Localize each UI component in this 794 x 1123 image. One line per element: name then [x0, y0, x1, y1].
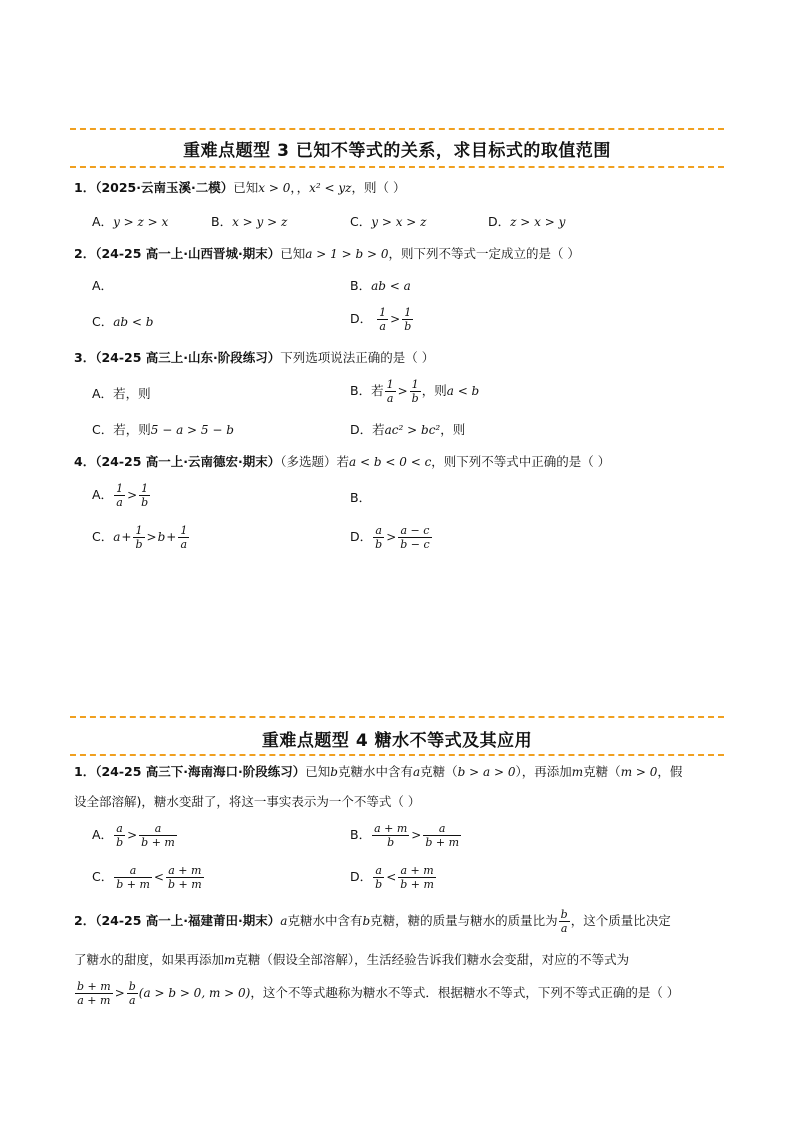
- numerator: a: [114, 822, 125, 836]
- numerator: a + m: [166, 864, 204, 878]
- fraction: [398, 524, 431, 551]
- section-divider-bottom: [70, 754, 724, 756]
- denominator: b: [404, 320, 412, 333]
- fraction: [178, 524, 189, 551]
- option-a[interactable]: [92, 276, 113, 296]
- option-b[interactable]: [350, 488, 371, 508]
- math-var: b: [362, 914, 371, 928]
- relation: >: [390, 312, 401, 326]
- math-var: b: [330, 765, 338, 779]
- math-condition: b > a > 0: [457, 765, 516, 779]
- option-math: ab < a: [371, 279, 411, 293]
- denominator: b: [411, 392, 419, 405]
- question-text: 克糖（: [583, 764, 621, 779]
- fraction: [559, 908, 570, 935]
- option-a[interactable]: [92, 482, 151, 509]
- denominator: b: [135, 538, 143, 551]
- fraction: [114, 864, 152, 891]
- numerator: b: [560, 908, 568, 921]
- numerator: 1: [180, 524, 188, 537]
- denominator: a: [128, 994, 136, 1007]
- fraction: [139, 822, 177, 849]
- fraction: [114, 482, 125, 509]
- option-a[interactable]: [92, 384, 151, 404]
- numerator: 1: [116, 482, 124, 495]
- option-label: D．: [350, 311, 373, 326]
- question-text: ），再添加: [515, 764, 572, 779]
- fraction: [139, 482, 150, 509]
- option-math: y > x > z: [371, 215, 427, 229]
- question-4-2-line3: [74, 980, 679, 1007]
- fraction: [372, 822, 409, 849]
- question-text: 克糖水中含有: [287, 913, 363, 928]
- option-b[interactable]: [350, 276, 411, 296]
- section-divider-top: [70, 716, 724, 718]
- question-text: ，，: [290, 180, 310, 195]
- question-4-1: [74, 762, 682, 782]
- numerator: b + m: [77, 980, 111, 993]
- option-text: 若: [372, 422, 385, 437]
- denominator: a: [560, 922, 568, 935]
- option-math: x > y > z: [232, 215, 288, 229]
- question-text: （多选题）若: [280, 454, 350, 469]
- option-text: ，则: [421, 383, 447, 398]
- option-text: ，则: [440, 422, 466, 437]
- option-label: C．: [92, 314, 114, 329]
- question-text: ，则（ ）: [351, 180, 406, 195]
- option-label: A．: [92, 386, 114, 401]
- denominator: a: [379, 320, 386, 333]
- question-text: 了糖水的甜度，如果再添加: [74, 952, 225, 967]
- denominator: b: [141, 496, 149, 509]
- numerator: a − c: [398, 524, 431, 538]
- relation: >: [127, 828, 138, 842]
- math-condition: a > 1 > b > 0: [305, 247, 389, 261]
- question-number: 3．: [74, 350, 96, 365]
- math-condition: m > 0: [620, 765, 658, 779]
- denominator: b: [387, 836, 395, 849]
- question-number: 2．: [74, 913, 96, 928]
- option-d[interactable]: [350, 306, 414, 333]
- fraction: [127, 980, 138, 1007]
- math-condition: a < b < 0 < c: [349, 455, 432, 469]
- question-text: ，假: [657, 764, 683, 779]
- relation: >: [386, 530, 397, 544]
- option-a[interactable]: [92, 212, 168, 232]
- question-text: ，这个质量比决定: [570, 913, 671, 928]
- fraction: [133, 524, 144, 551]
- question-source: （24-25 高三下·海南海口·阶段练习）: [95, 764, 306, 779]
- question-3-4: [74, 452, 610, 472]
- denominator: b + m: [141, 836, 175, 849]
- question-number: 4．: [74, 454, 96, 469]
- question-source: （24-25 高一上·云南德宏·期末）: [95, 454, 281, 469]
- numerator: a + m: [398, 864, 436, 878]
- numerator: a: [373, 864, 384, 878]
- fraction: [423, 822, 461, 849]
- denominator: b − c: [400, 538, 430, 551]
- numerator: b: [128, 980, 136, 993]
- relation: >: [114, 986, 125, 1000]
- numerator: a: [423, 822, 461, 836]
- fraction: [373, 864, 384, 891]
- option-math: a: [113, 530, 121, 544]
- fraction: [373, 524, 384, 551]
- question-text: 克糖（: [420, 764, 458, 779]
- option-b[interactable]: [350, 378, 479, 405]
- math-var: m: [571, 765, 584, 779]
- question-source: （24-25 高一上·福建莆田·期末）: [95, 913, 281, 928]
- option-math: ab < b: [113, 315, 154, 329]
- question-text: ，则下列不等式一定成立的是（ ）: [388, 246, 580, 261]
- section-divider-bottom: [70, 166, 724, 168]
- numerator: 1: [402, 306, 413, 320]
- option-label: A．: [92, 214, 114, 229]
- option-label: A．: [92, 278, 114, 293]
- denominator: b: [116, 836, 124, 849]
- question-text: 下列选项说法正确的是（ ）: [280, 350, 435, 365]
- option-math: z > x > y: [510, 215, 566, 229]
- option-d[interactable]: [350, 864, 437, 891]
- question-source: （24-25 高三上·山东·阶段练习）: [95, 350, 281, 365]
- fraction: [385, 378, 396, 405]
- option-label: C．: [350, 214, 372, 229]
- fraction: [398, 864, 436, 891]
- option-math: a < b: [446, 384, 480, 398]
- fraction: [166, 864, 204, 891]
- option-math: y > z > x: [113, 215, 169, 229]
- fraction: [377, 306, 388, 333]
- option-label: C．: [92, 869, 114, 884]
- option-label: B．: [350, 383, 372, 398]
- denominator: b + m: [425, 836, 460, 849]
- denominator: b + m: [167, 878, 202, 891]
- math-condition: x² < yz: [309, 181, 352, 195]
- option-c[interactable]: [92, 524, 190, 551]
- numerator: 1: [386, 378, 394, 391]
- denominator: a: [180, 538, 188, 551]
- option-c[interactable]: [350, 212, 426, 232]
- fraction: [114, 822, 125, 849]
- option-math: 5 − a > 5 − b: [150, 423, 234, 437]
- option-d[interactable]: [350, 420, 465, 440]
- relation: >: [127, 488, 138, 502]
- section-3-title: 重难点题型 3 已知不等式的关系，求目标式的取值范围: [183, 141, 611, 161]
- section-divider-top: [70, 128, 724, 130]
- question-text: 已知: [305, 764, 331, 779]
- question-text: 克糖，糖的质量与糖水的质量比为: [370, 913, 558, 928]
- option-text: 若，则: [113, 422, 151, 437]
- option-text: 若，则: [113, 386, 151, 401]
- numerator: 1: [139, 482, 150, 496]
- denominator: b + m: [400, 878, 434, 891]
- question-source: （2025·云南玉溪·二模）: [95, 180, 234, 195]
- denominator: b: [375, 538, 383, 551]
- option-label: D．: [350, 422, 373, 437]
- option-label: B．: [350, 278, 372, 293]
- denominator: b: [375, 878, 383, 891]
- question-text: 克糖水中含有: [337, 764, 413, 779]
- option-c[interactable]: [92, 420, 234, 440]
- relation: >: [397, 384, 408, 398]
- math-var: a: [280, 914, 288, 928]
- fraction: [75, 980, 113, 1007]
- relation: >: [146, 530, 157, 544]
- option-c[interactable]: [92, 312, 153, 332]
- option-d[interactable]: [350, 524, 433, 551]
- option-d[interactable]: [488, 212, 565, 232]
- fraction: [402, 306, 413, 333]
- option-label: D．: [350, 869, 373, 884]
- question-source: （24-25 高一上·山西晋城·期末）: [95, 246, 281, 261]
- numerator: a: [373, 524, 384, 538]
- question-4-1-line2: 设全部溶解)，糖水变甜了，将这一事实表示为一个不等式（ ）: [74, 794, 421, 809]
- option-label: D．: [488, 214, 511, 229]
- section-4-title: 重难点题型 4 糖水不等式及其应用: [261, 731, 533, 751]
- option-math: b: [157, 530, 166, 544]
- denominator: a: [116, 496, 123, 509]
- numerator: a: [139, 822, 177, 836]
- option-label: C．: [92, 529, 114, 544]
- option-label: A．: [92, 827, 114, 842]
- plus-sign: +: [121, 530, 132, 544]
- math-condition: x > 0: [258, 181, 291, 195]
- option-b[interactable]: [350, 822, 462, 849]
- question-number: 1．: [74, 180, 96, 195]
- option-math: ac² > bc²: [384, 423, 441, 437]
- numerator: a: [114, 864, 152, 878]
- plus-sign: +: [166, 530, 177, 544]
- numerator: 1: [379, 306, 387, 319]
- question-number: 2．: [74, 246, 96, 261]
- question-text: 已知: [280, 246, 306, 261]
- denominator: b + m: [116, 878, 150, 891]
- question-text: ，则下列不等式中正确的是（ ）: [431, 454, 611, 469]
- option-a[interactable]: [92, 822, 178, 849]
- question-3-3: [74, 348, 434, 368]
- option-text: 若: [371, 383, 384, 398]
- relation: <: [153, 870, 164, 884]
- fraction: [410, 378, 421, 405]
- numerator: a + m: [374, 822, 408, 835]
- math-var: a: [413, 765, 421, 779]
- question-4-2-line2: [74, 950, 629, 970]
- relation: >: [411, 828, 422, 842]
- numerator: 1: [133, 524, 144, 538]
- question-4-2: [74, 908, 671, 935]
- math-var: m: [224, 953, 236, 967]
- denominator: a: [386, 392, 394, 405]
- option-label: B．: [350, 490, 372, 505]
- math-condition: (a > b > 0, m > 0): [138, 986, 251, 1000]
- option-label: B．: [211, 214, 233, 229]
- question-text: ，这个不等式趣称为糖水不等式．根据糖水不等式，下列不等式正确的是（ ）: [250, 985, 680, 1000]
- numerator: 1: [410, 378, 421, 392]
- option-label: A．: [92, 487, 114, 502]
- option-label: B．: [350, 827, 372, 842]
- question-3-1: [74, 178, 405, 198]
- question-number: 1．: [74, 764, 96, 779]
- question-3-2: [74, 244, 580, 264]
- option-label: C．: [92, 422, 114, 437]
- denominator: a + m: [77, 994, 111, 1007]
- question-text: 已知: [233, 180, 259, 195]
- question-text: 克糖（假设全部溶解），生活经验告诉我们糖水会变甜，对应的不等式为: [235, 952, 630, 967]
- option-b[interactable]: [211, 212, 287, 232]
- option-label: D．: [350, 529, 373, 544]
- option-c[interactable]: [92, 864, 205, 891]
- relation: <: [386, 870, 397, 884]
